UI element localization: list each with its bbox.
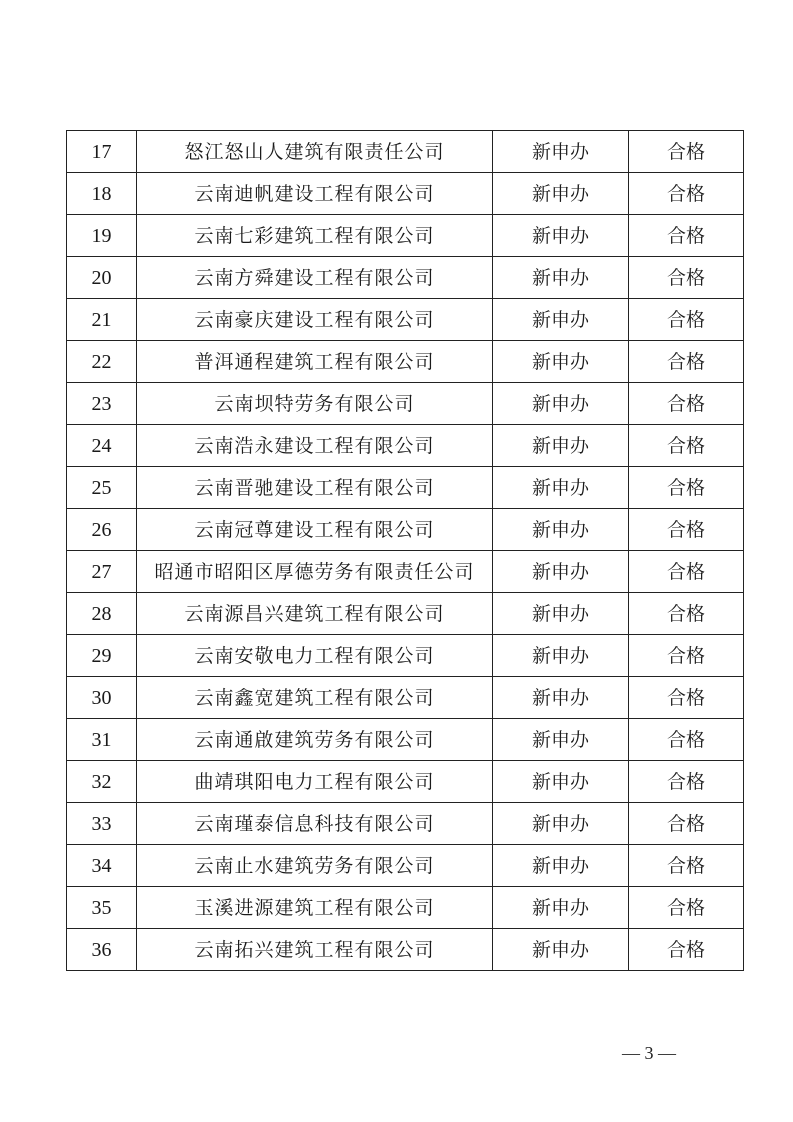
row-number-cell: 22 bbox=[67, 341, 137, 383]
company-name-cell: 云南源昌兴建筑工程有限公司 bbox=[137, 593, 493, 635]
row-number-cell: 35 bbox=[67, 887, 137, 929]
table-row bbox=[67, 635, 744, 677]
result-cell: 合格 bbox=[629, 425, 744, 467]
company-name-cell: 云南七彩建筑工程有限公司 bbox=[137, 215, 493, 257]
company-name-cell: 云南晋驰建设工程有限公司 bbox=[137, 467, 493, 509]
application-type-cell: 新申办 bbox=[493, 257, 629, 299]
application-type-cell: 新申办 bbox=[493, 173, 629, 215]
result-cell: 合格 bbox=[629, 887, 744, 929]
row-number-cell: 25 bbox=[67, 467, 137, 509]
result-cell: 合格 bbox=[629, 929, 744, 971]
table-row bbox=[67, 887, 744, 929]
table-row bbox=[67, 173, 744, 215]
row-number-cell: 28 bbox=[67, 593, 137, 635]
company-name-cell: 云南鑫宽建筑工程有限公司 bbox=[137, 677, 493, 719]
result-cell: 合格 bbox=[629, 467, 744, 509]
application-type-cell: 新申办 bbox=[493, 719, 629, 761]
table-row bbox=[67, 425, 744, 467]
table-row bbox=[67, 341, 744, 383]
company-qualification-table bbox=[66, 130, 744, 971]
row-number-cell: 17 bbox=[67, 131, 137, 173]
row-number-cell: 24 bbox=[67, 425, 137, 467]
application-type-cell: 新申办 bbox=[493, 131, 629, 173]
row-number-cell: 30 bbox=[67, 677, 137, 719]
company-name-cell: 云南通啟建筑劳务有限公司 bbox=[137, 719, 493, 761]
row-number-cell: 32 bbox=[67, 761, 137, 803]
company-name-cell: 云南安敬电力工程有限公司 bbox=[137, 635, 493, 677]
result-cell: 合格 bbox=[629, 173, 744, 215]
application-type-cell: 新申办 bbox=[493, 887, 629, 929]
company-name-cell: 玉溪进源建筑工程有限公司 bbox=[137, 887, 493, 929]
table-row bbox=[67, 467, 744, 509]
table-row bbox=[67, 551, 744, 593]
row-number-cell: 34 bbox=[67, 845, 137, 887]
row-number-cell: 19 bbox=[67, 215, 137, 257]
row-number-cell: 31 bbox=[67, 719, 137, 761]
result-cell: 合格 bbox=[629, 551, 744, 593]
application-type-cell: 新申办 bbox=[493, 551, 629, 593]
application-type-cell: 新申办 bbox=[493, 593, 629, 635]
company-name-cell: 云南拓兴建筑工程有限公司 bbox=[137, 929, 493, 971]
result-cell: 合格 bbox=[629, 593, 744, 635]
table-row bbox=[67, 383, 744, 425]
result-cell: 合格 bbox=[629, 383, 744, 425]
result-cell: 合格 bbox=[629, 509, 744, 551]
company-name-cell: 怒江怒山人建筑有限责任公司 bbox=[137, 131, 493, 173]
application-type-cell: 新申办 bbox=[493, 677, 629, 719]
company-name-cell: 云南冠尊建设工程有限公司 bbox=[137, 509, 493, 551]
result-cell: 合格 bbox=[629, 635, 744, 677]
result-cell: 合格 bbox=[629, 131, 744, 173]
company-name-cell: 云南方舜建设工程有限公司 bbox=[137, 257, 493, 299]
company-name-cell: 昭通市昭阳区厚德劳务有限责任公司 bbox=[137, 551, 493, 593]
table-row bbox=[67, 299, 744, 341]
result-cell: 合格 bbox=[629, 257, 744, 299]
application-type-cell: 新申办 bbox=[493, 215, 629, 257]
row-number-cell: 20 bbox=[67, 257, 137, 299]
application-type-cell: 新申办 bbox=[493, 341, 629, 383]
application-type-cell: 新申办 bbox=[493, 929, 629, 971]
table-row bbox=[67, 131, 744, 173]
row-number-cell: 33 bbox=[67, 803, 137, 845]
result-cell: 合格 bbox=[629, 719, 744, 761]
application-type-cell: 新申办 bbox=[493, 299, 629, 341]
application-type-cell: 新申办 bbox=[493, 467, 629, 509]
company-name-cell: 曲靖琪阳电力工程有限公司 bbox=[137, 761, 493, 803]
result-cell: 合格 bbox=[629, 341, 744, 383]
table-row bbox=[67, 845, 744, 887]
table-row bbox=[67, 215, 744, 257]
company-name-cell: 云南豪庆建设工程有限公司 bbox=[137, 299, 493, 341]
table-row bbox=[67, 677, 744, 719]
table-row bbox=[67, 509, 744, 551]
row-number-cell: 18 bbox=[67, 173, 137, 215]
result-cell: 合格 bbox=[629, 845, 744, 887]
row-number-cell: 36 bbox=[67, 929, 137, 971]
table-body bbox=[67, 131, 744, 971]
company-name-cell: 云南瑾泰信息科技有限公司 bbox=[137, 803, 493, 845]
table-row bbox=[67, 593, 744, 635]
application-type-cell: 新申办 bbox=[493, 425, 629, 467]
application-type-cell: 新申办 bbox=[493, 509, 629, 551]
row-number-cell: 23 bbox=[67, 383, 137, 425]
result-cell: 合格 bbox=[629, 761, 744, 803]
result-cell: 合格 bbox=[629, 803, 744, 845]
table-row bbox=[67, 761, 744, 803]
result-cell: 合格 bbox=[629, 299, 744, 341]
application-type-cell: 新申办 bbox=[493, 803, 629, 845]
result-cell: 合格 bbox=[629, 677, 744, 719]
row-number-cell: 26 bbox=[67, 509, 137, 551]
company-name-cell: 云南坝特劳务有限公司 bbox=[137, 383, 493, 425]
application-type-cell: 新申办 bbox=[493, 761, 629, 803]
application-type-cell: 新申办 bbox=[493, 635, 629, 677]
row-number-cell: 27 bbox=[67, 551, 137, 593]
row-number-cell: 21 bbox=[67, 299, 137, 341]
table-row bbox=[67, 929, 744, 971]
table-row bbox=[67, 719, 744, 761]
company-name-cell: 云南迪帆建设工程有限公司 bbox=[137, 173, 493, 215]
company-name-cell: 云南止水建筑劳务有限公司 bbox=[137, 845, 493, 887]
page-number: — 3 — bbox=[622, 1043, 676, 1063]
row-number-cell: 29 bbox=[67, 635, 137, 677]
application-type-cell: 新申办 bbox=[493, 845, 629, 887]
company-name-cell: 普洱通程建筑工程有限公司 bbox=[137, 341, 493, 383]
company-name-cell: 云南浩永建设工程有限公司 bbox=[137, 425, 493, 467]
application-type-cell: 新申办 bbox=[493, 383, 629, 425]
result-cell: 合格 bbox=[629, 215, 744, 257]
table-row bbox=[67, 803, 744, 845]
table-row bbox=[67, 257, 744, 299]
